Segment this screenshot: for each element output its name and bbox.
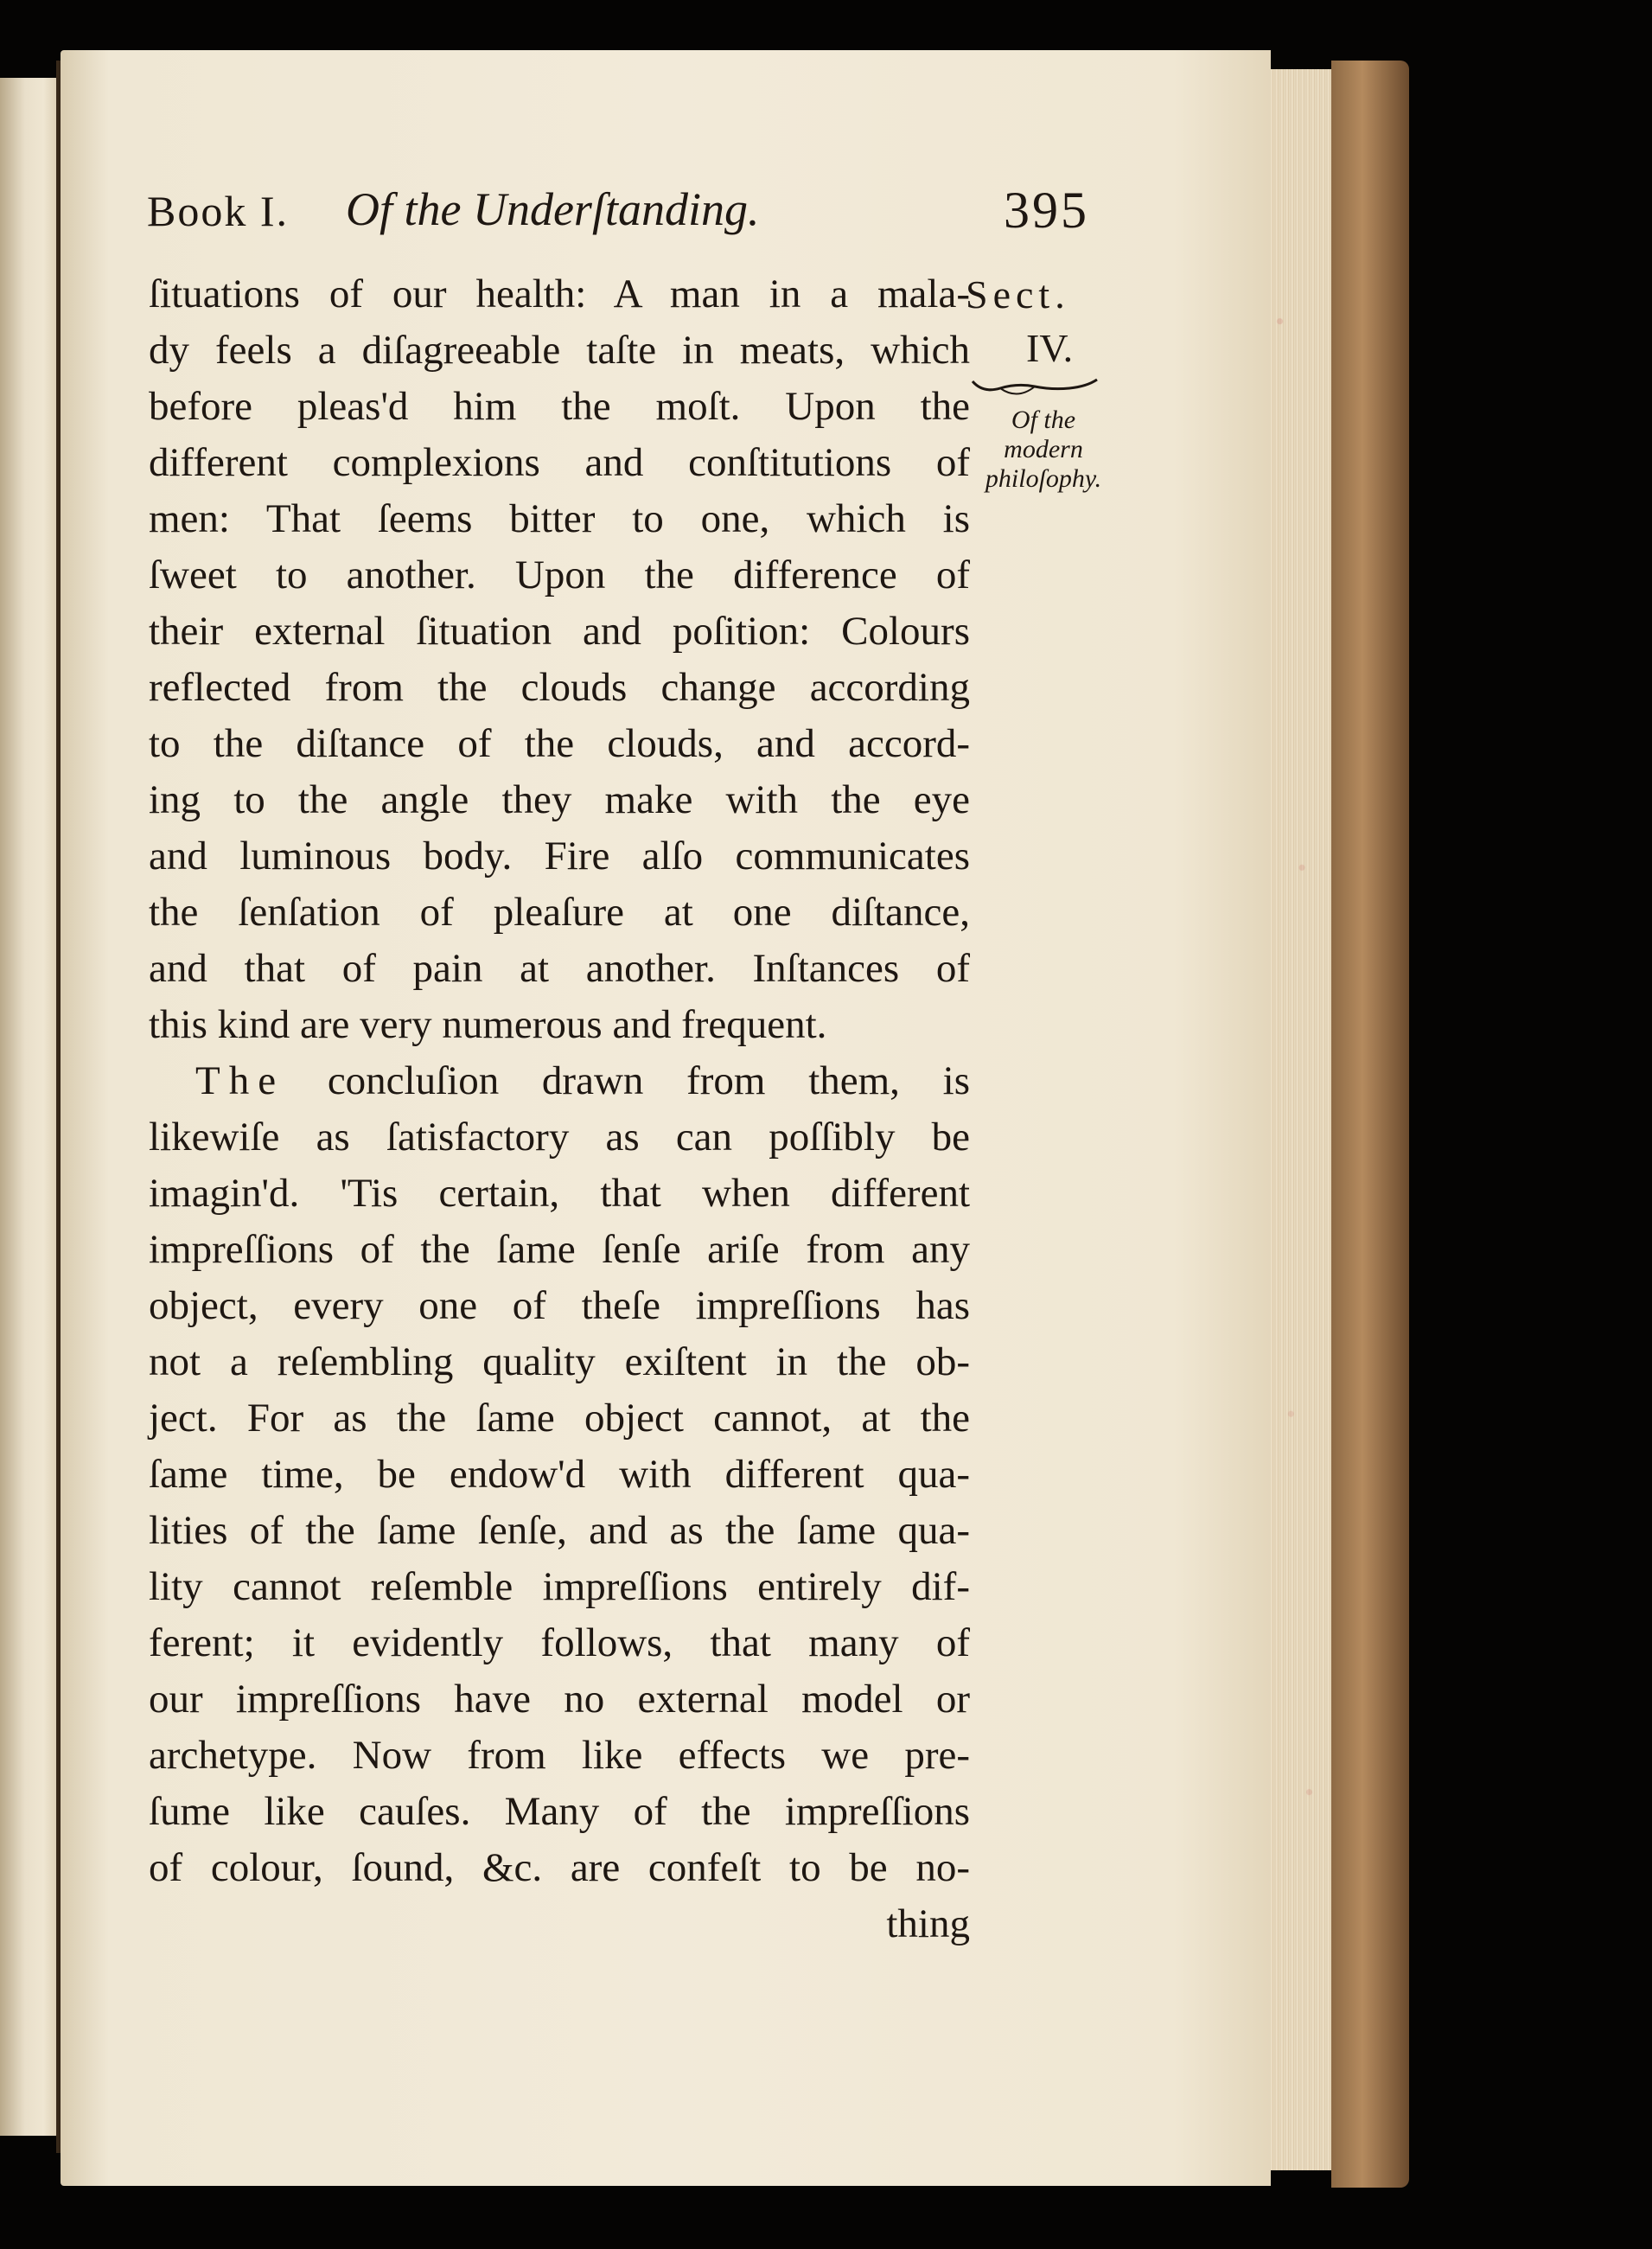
paragraph-2-first-line xyxy=(149,1053,970,1109)
text-line: different complexions and conſtitutions of xyxy=(149,440,970,485)
text-line: object, every one of theſe impreſſions has xyxy=(149,1283,970,1328)
body-text xyxy=(149,266,970,1952)
marginal-note xyxy=(966,266,1121,494)
text-line: ing to the angle they make with the eye xyxy=(149,777,970,822)
text-line: likewiſe as ſatisfactory as can poſſibly be xyxy=(149,1115,970,1160)
page-number: 395 xyxy=(1004,182,1089,239)
text-line: and luminous body. Fire alſo communicates xyxy=(149,834,970,879)
left-page-edge xyxy=(0,78,62,2136)
book-cover-edge xyxy=(1331,61,1409,2188)
text-line: archetype. Now from like effects we pre- xyxy=(149,1733,970,1778)
marginal-subject-line: modern xyxy=(1004,435,1083,463)
catchword: thing xyxy=(886,1901,970,1946)
section-label: Sect. xyxy=(966,272,1070,316)
text-line: of colour, ſound, &c. are confeſt to be no- xyxy=(149,1845,970,1890)
text-line: our impreſſions have no external model or xyxy=(149,1677,970,1722)
text-line: ſume like cauſes. Many of the impreſſions xyxy=(149,1789,970,1834)
text-line: lities of the ſame ſenſe, and as the ſame qua- xyxy=(149,1508,970,1553)
text-line: not a reſembling quality exiſtent in the ob- xyxy=(149,1339,970,1384)
section-number: IV. xyxy=(1026,326,1074,370)
marginal-subject-line: Of the xyxy=(1011,406,1076,434)
brace-ornament-icon xyxy=(966,374,1104,406)
text-line: men: That ſeems bitter to one, which is xyxy=(149,496,970,541)
header-book: Book I. xyxy=(147,187,289,235)
marginal-subject-line: philoſophy. xyxy=(985,464,1102,493)
running-header xyxy=(147,182,1089,246)
text-line: before pleas'd him the moſt. Upon the xyxy=(149,384,970,429)
text-line: ſweet to another. Upon the difference of xyxy=(149,553,970,597)
text-line: ſituations of our health: A man in a mala- xyxy=(149,272,970,316)
header-title: Of the Underſtanding. xyxy=(346,183,760,235)
text-line: impreſſions of the ſame ſenſe ariſe from any xyxy=(149,1227,970,1272)
text-line: imagin'd. 'Tis certain, that when different xyxy=(149,1171,970,1216)
text-line: dy feels a diſagreeable taſte in meats, which xyxy=(149,328,970,373)
text-line: their external ſituation and poſition: Colours xyxy=(149,609,970,654)
text-line: this kind are very numerous and frequent. xyxy=(149,1002,827,1047)
text-line: and that of pain at another. Inſtances of xyxy=(149,946,970,991)
paragraph-lead-word: The xyxy=(195,1058,285,1103)
text-line: lity cannot reſemble impreſſions entirely dif- xyxy=(149,1564,970,1609)
text-line: reflected from the clouds change according xyxy=(149,665,970,710)
text-line: ject. For as the ſame object cannot, at the xyxy=(149,1396,970,1441)
text-line-fragment: concluſion drawn from them, is xyxy=(327,1058,970,1103)
text-line: the ſenſation of pleaſure at one diſtance, xyxy=(149,890,970,935)
text-line: to the diſtance of the clouds, and accord- xyxy=(149,721,970,766)
text-line: ſame time, be endow'd with different qua- xyxy=(149,1452,970,1497)
text-line: ferent; it evidently follows, that many of xyxy=(149,1620,970,1665)
